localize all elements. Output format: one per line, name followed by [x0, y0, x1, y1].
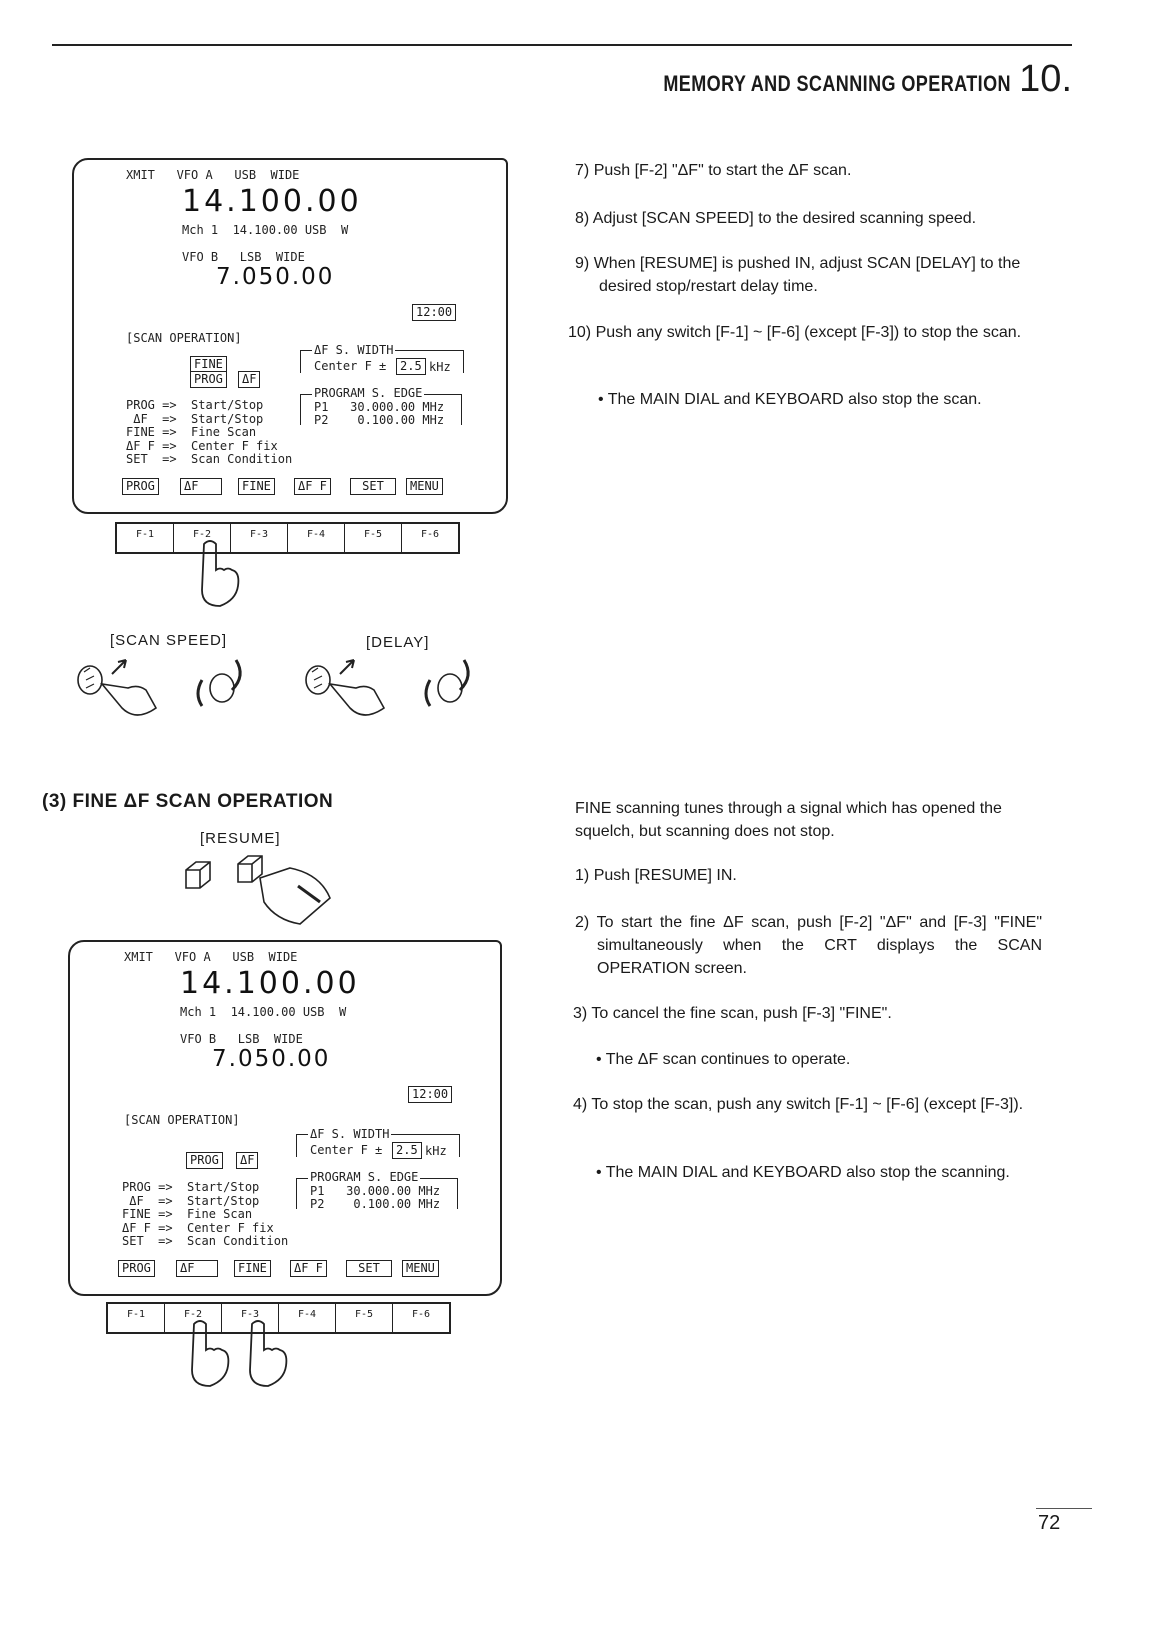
- scan-operation-label: [SCAN OPERATION]: [126, 331, 242, 345]
- softkey-menu: MENU: [406, 478, 443, 495]
- delay-label: [DELAY]: [366, 634, 430, 651]
- step-7: [575, 159, 1025, 182]
- fine-bullet-2: • The MAIN DIAL and KEYBOARD also stop the scanning.: [596, 1164, 1010, 1181]
- f1-key[interactable]: F-1: [108, 1304, 165, 1332]
- f2-key[interactable]: F-2: [165, 1304, 222, 1332]
- vfo-b-row: VFO B LSB WIDE: [182, 250, 305, 264]
- legend-df: ΔF => Start/Stop: [126, 412, 264, 426]
- step-text: Adjust [SCAN SPEED] to the desired scanning speed.: [592, 210, 977, 227]
- status-row: XMIT VFO A USB WIDE: [124, 950, 298, 964]
- step-text: Push [F-2] "ΔF" to start the ΔF scan.: [593, 162, 852, 179]
- step-8: [575, 207, 1025, 230]
- legend-df-f: ΔF F => Center F fix: [126, 439, 278, 453]
- fine-intro: FINE scanning tunes through a signal which has opened the squelch, but scanning does not stop.: [575, 800, 1002, 840]
- legend-fine: FINE => Fine Scan: [122, 1207, 253, 1221]
- step-number: 2): [575, 914, 590, 931]
- vfo-b-frequency: 7.050.00: [216, 264, 335, 290]
- step-text: When [RESUME] is pushed IN, adjust SCAN [DELAY] to the desired stop/restart delay time.: [593, 255, 1021, 295]
- f4-key[interactable]: F-4: [288, 524, 345, 552]
- vfo-a-frequency: 14.100.00: [180, 966, 360, 1001]
- function-keys-1: [115, 522, 460, 554]
- header-title: MEMORY AND SCANNING OPERATION: [663, 71, 1011, 96]
- vfo-a-frequency: 14.100.00: [182, 184, 362, 219]
- resume-label: [RESUME]: [200, 830, 281, 847]
- f6-key[interactable]: F-6: [411, 1309, 431, 1320]
- prog-indicator: PROG: [190, 371, 227, 388]
- f1-key[interactable]: F-1: [117, 524, 174, 552]
- softkey-df-f: ΔF F: [290, 1260, 327, 1277]
- fine-step-4: [573, 1093, 1038, 1116]
- step-text: To cancel the fine scan, push [F-3] "FINE".: [591, 1005, 892, 1022]
- crt-screen-1: [72, 158, 508, 514]
- f3-key[interactable]: F-3: [222, 1304, 279, 1332]
- scan-operation-label: [SCAN OPERATION]: [124, 1113, 240, 1127]
- softkey-prog: PROG: [122, 478, 159, 495]
- page-number-rule: [1036, 1508, 1092, 1509]
- page-number: 72: [1038, 1512, 1061, 1534]
- f5-key[interactable]: F-5: [336, 1304, 393, 1332]
- df-indicator: ΔF: [236, 1152, 258, 1169]
- scan-width-value: 2.5: [392, 1142, 422, 1159]
- softkey-fine: FINE: [234, 1260, 271, 1277]
- softkey-set: SET: [350, 478, 396, 495]
- fine-step-3: [573, 1002, 1018, 1025]
- header-rule: [52, 44, 1072, 46]
- program-edge-p2: P2 0.100.00 MHz: [310, 1197, 441, 1211]
- program-edge-title: PROGRAM S. EDGE: [310, 1170, 419, 1184]
- softkey-df-f: ΔF F: [294, 478, 331, 495]
- legend-fine: FINE => Fine Scan: [126, 425, 257, 439]
- pointing-finger-icon: [190, 540, 250, 610]
- program-edge-p1: P1 30.000.00 MHz: [310, 1184, 441, 1198]
- fine-indicator: FINE: [190, 356, 227, 373]
- fine-step-1: [575, 864, 1020, 887]
- vfo-b-row: VFO B LSB WIDE: [180, 1032, 303, 1046]
- df-indicator: ΔF: [238, 371, 260, 388]
- f4-key[interactable]: F-4: [279, 1304, 336, 1332]
- section-title: (3) FINE ΔF SCAN OPERATION: [42, 791, 334, 812]
- softkey-df: ΔF: [180, 478, 222, 495]
- legend-set: SET => Scan Condition: [122, 1234, 289, 1248]
- step-number: 9): [575, 255, 590, 272]
- step-number: 7): [575, 162, 590, 179]
- vfo-b-frequency: 7.050.00: [212, 1046, 331, 1072]
- step-10: [568, 321, 1056, 344]
- legend-set: SET => Scan Condition: [126, 452, 293, 466]
- program-edge-p1: P1 30.000.00 MHz: [314, 400, 445, 414]
- step-number: 8): [575, 210, 590, 227]
- scan-width-value: 2.5: [396, 358, 426, 375]
- step-number: 1): [575, 867, 590, 884]
- program-edge-title: PROGRAM S. EDGE: [314, 386, 423, 400]
- f3-key[interactable]: F-3: [231, 524, 288, 552]
- legend-prog: PROG => Start/Stop: [122, 1180, 260, 1194]
- softkey-df: ΔF: [176, 1260, 218, 1277]
- page-header: [587, 58, 1072, 101]
- fine-bullet-1: • The ΔF scan continues to operate.: [596, 1051, 851, 1068]
- scan-width-unit: kHz: [425, 1144, 447, 1158]
- step-text: To stop the scan, push any switch [F-1] ~ [F-6] (except [F-3]).: [591, 1096, 1024, 1113]
- step-number: 10): [568, 324, 592, 341]
- softkey-fine: FINE: [238, 478, 275, 495]
- prog-indicator: PROG: [186, 1152, 223, 1169]
- softkey-set: SET: [346, 1260, 392, 1277]
- scan-width-center: Center F ±: [314, 359, 387, 373]
- pointing-finger-icon: [238, 1320, 298, 1390]
- scan-width-unit: kHz: [429, 360, 451, 374]
- pointing-finger-icon: [180, 1320, 240, 1390]
- chapter-number: 10.: [1019, 58, 1072, 100]
- crt-screen-2: [68, 940, 502, 1296]
- memory-channel-row: Mch 1 14.100.00 USB W: [182, 223, 349, 237]
- clock-display: 12:00: [408, 1086, 452, 1103]
- softkey-menu: MENU: [402, 1260, 439, 1277]
- scan-width-title: ΔF S. WIDTH: [314, 343, 394, 357]
- f5-key[interactable]: F-5: [345, 524, 402, 552]
- clock-display: 12:00: [412, 304, 456, 321]
- step-9: [575, 252, 1049, 298]
- step-text: Push any switch [F-1] ~ [F-6] (except [F-3]) to stop the scan.: [595, 324, 1022, 341]
- f2-key[interactable]: F-2: [174, 524, 231, 552]
- program-edge-p2: P2 0.100.00 MHz: [314, 413, 445, 427]
- status-row: XMIT VFO A USB WIDE: [126, 168, 300, 182]
- softkey-prog: PROG: [118, 1260, 155, 1277]
- scan-speed-knob-icon: [72, 650, 272, 730]
- step-number: 3): [573, 1005, 588, 1022]
- step-text: To start the fine ΔF scan, push [F-2] "ΔF" and [F-3] "FINE" simultaneously when the CRT displays the SCAN OPERATION screen.: [596, 914, 1043, 977]
- scan-width-title: ΔF S. WIDTH: [310, 1127, 390, 1141]
- bullet-top: • The MAIN DIAL and KEYBOARD also stop the scan.: [598, 391, 982, 408]
- step-text: Push [RESUME] IN.: [593, 867, 737, 884]
- memory-channel-row: Mch 1 14.100.00 USB W: [180, 1005, 347, 1019]
- delay-knob-icon: [300, 650, 500, 730]
- legend-df: ΔF => Start/Stop: [122, 1194, 260, 1208]
- legend-df-f: ΔF F => Center F fix: [122, 1221, 274, 1235]
- f6-key[interactable]: F-6: [420, 529, 440, 540]
- scan-width-center: Center F ±: [310, 1143, 383, 1157]
- fine-step-2: [575, 911, 1042, 980]
- resume-button-icon: [180, 850, 350, 930]
- scan-speed-label: [SCAN SPEED]: [110, 632, 228, 649]
- legend-prog: PROG => Start/Stop: [126, 398, 264, 412]
- step-number: 4): [573, 1096, 588, 1113]
